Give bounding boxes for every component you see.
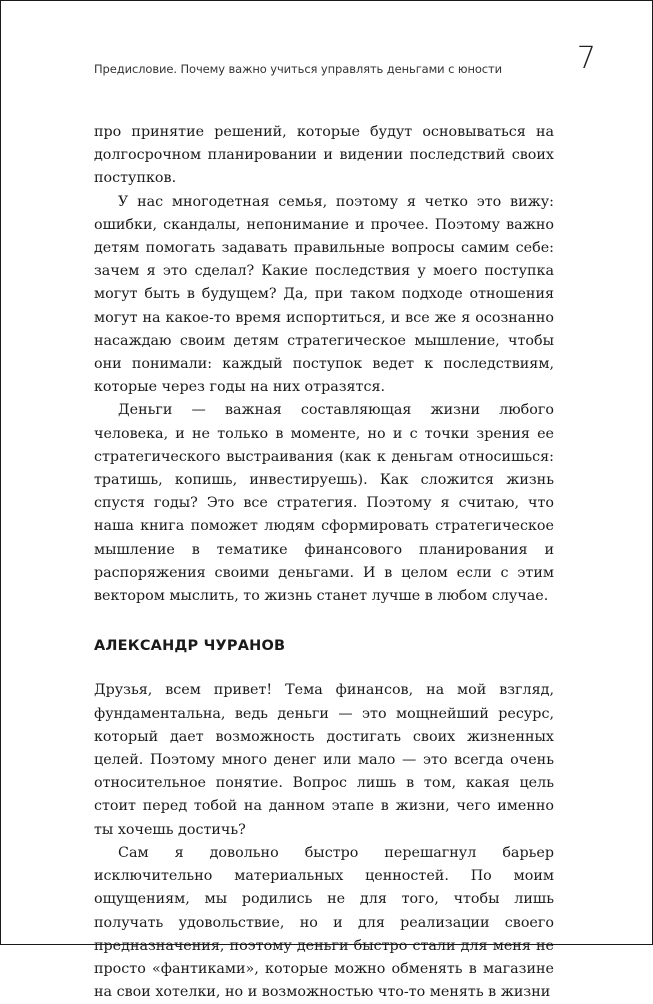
paragraph: Друзья, всем привет! Тема финансов, на мой взгляд, фундаментальна, ведь деньги — это мощнейший ресурс, который дает возможность достигать своих жизненных целей. Поэтому много денег или мало — это всегда очень относительное понятие. Вопрос лишь в том, какая цель стоит перед тобой на данном этапе в жизни, чего именно ты хочешь достичь? — [94, 682, 554, 838]
paragraph: Сам я довольно быстро перешагнул барьер исключительно материальных ценностей. По моим ощущениям, мы родились не для того, чтобы лишь получать удовольствие, но и для реализации своего предназначения, поэтому деньги быстро стали для меня не просто «фантиками», которые можно обменять в магазине на свои хотелки, но и возможностью что-то менять в жизни — [94, 844, 554, 1001]
paragraph: Деньги — важная составляющая жизни любого человека, и не только в моменте, но и с точки зрения ее стратегического выстраивания (как к деньгам относишься: тратишь, копишь, инвестируешь). Как сложится жизнь спустя годы? Это все стратегия. Поэтому я считаю, что наша книга поможет людям сформировать стратегическое мышление в тематике финансового планирования и распоряжения своими деньгами. И в целом если с этим вектором мыслить, то жизнь станет лучше в любом случае. — [94, 402, 554, 605]
author-heading: АЛЕКСАНДР ЧУРАНОВ — [94, 638, 286, 655]
page-number: 7 — [576, 41, 596, 76]
body-text — [94, 121, 554, 1004]
paragraph: про принятие решений, которые будут основываться на долгосрочном планировании и видении последствий своих поступков. — [94, 124, 554, 187]
paragraph: У нас многодетная семья, поэтому я четко это вижу: ошибки, скандалы, непонимание и прочее. Поэтому важно детям помогать задавать правильные вопросы самим себе: зачем я это сделал? Какие последствия у моего поступка могут быть в будущем? Да, при таком подходе отношения могут на какое-то время испортиться, и все же я осознанно насаждаю своим детям стратегическое мышление, чтобы они понимали: каждый поступок ведет к последствиям, которые через годы на них отразятся. — [94, 193, 554, 396]
running-head: Предисловие. Почему важно учиться управлять деньгами с юности — [94, 62, 503, 76]
